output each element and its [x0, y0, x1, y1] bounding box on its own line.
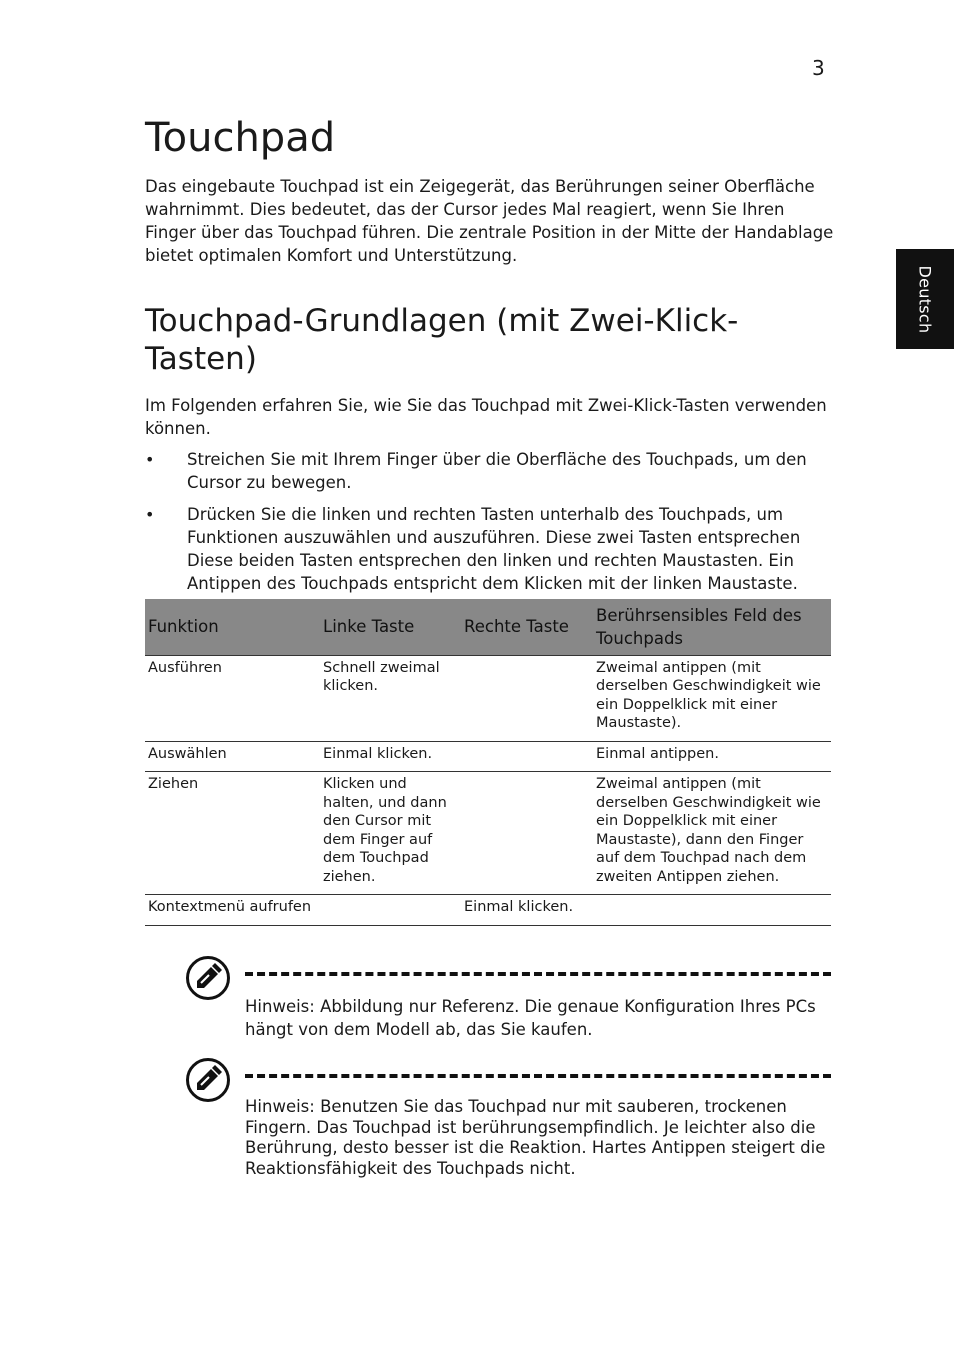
bullet-text: Drücken Sie die linken und rechten Tasten unterhalb des Touchpads, um Funktionen auszuwählen und auszuführen. Diese zwei Tasten entsprechen Diese beiden Tasten entsprechen den linken und rechten Maustasten. Ein Antippen des Touchpads entspricht dem Klicken mit der linken Maustaste.: [187, 505, 801, 593]
table-row: [145, 741, 831, 772]
bullet-text: Streichen Sie mit Ihrem Finger über die Oberfläche des Touchpads, um den Cursor zu bewegen.: [187, 450, 807, 492]
table-cell: [593, 895, 831, 926]
table-row: [145, 772, 831, 895]
table-cell: Kontextmenü aufrufen: [145, 895, 320, 926]
table-cell: Einmal antippen.: [593, 741, 831, 772]
note-box: [185, 1057, 835, 1187]
section-heading: Touchpad-Grundlagen (mit Zwei-Klick-Tasten): [145, 303, 739, 377]
bullet-icon: •: [145, 450, 155, 469]
note-icon: [185, 1057, 231, 1103]
note-box: [185, 955, 835, 1045]
table-cell: Zweimal antippen (mit derselben Geschwindigkeit wie ein Doppelklick mit einer Maustaste), dann den Finger auf dem Touchpad nach dem zweiten Antippen ziehen.: [593, 772, 831, 895]
table-header-row: [145, 599, 831, 655]
bullet-list: [145, 448, 835, 604]
table-cell: [461, 772, 593, 895]
table-cell: Einmal klicken.: [320, 741, 461, 772]
table-cell: Klicken und halten, und dann den Cursor mit dem Finger auf dem Touchpad ziehen.: [320, 772, 461, 895]
note-text: [245, 995, 831, 1041]
bullet-item: [145, 448, 835, 494]
bullet-item: [145, 503, 835, 595]
table-cell: Zweimal antippen (mit derselben Geschwindigkeit wie ein Doppelklick mit einer Maustaste).: [593, 655, 831, 741]
table-cell: Ziehen: [145, 772, 320, 895]
table-cell: [320, 895, 461, 926]
table-row: [145, 655, 831, 741]
language-tab: [896, 249, 954, 349]
table-cell: Einmal klicken.: [461, 895, 593, 926]
note-label: Hinweis:: [245, 1097, 315, 1116]
note-label: Hinweis:: [245, 997, 315, 1016]
table-header-cell: Berührsensibles Feld des Touchpads: [593, 599, 831, 655]
table-header-cell: Linke Taste: [320, 599, 461, 655]
table-cell: [461, 741, 593, 772]
table-row: [145, 895, 831, 926]
note-icon: [185, 955, 231, 1001]
section-lead: Im Folgenden erfahren Sie, wie Sie das Touchpad mit Zwei-Klick-Tasten verwenden können.: [145, 396, 827, 438]
bullet-icon: •: [145, 505, 155, 524]
table-cell: Schnell zweimal klicken.: [320, 655, 461, 741]
intro-paragraph: Das eingebaute Touchpad ist ein Zeigegerät, das Berührungen seiner Oberfläche wahrnimmt. Dies bedeutet, das der Cursor jedes Mal reagiert, wenn Sie Ihren Finger über das Touchpad führen. Die zentrale Position in der Mitte der Handablage bietet optimalen Komfort und Unterstützung.: [145, 177, 834, 265]
page-number: 3: [812, 56, 825, 80]
table-header-cell: Funktion: [145, 599, 320, 655]
page-title: Touchpad: [145, 115, 336, 161]
note-body: Abbildung nur Referenz. Die genaue Konfiguration Ihres PCs hängt von dem Modell ab, das Sie kaufen.: [245, 997, 816, 1039]
table-cell: [461, 655, 593, 741]
table-header-cell: Rechte Taste: [461, 599, 593, 655]
note-divider: [245, 972, 831, 976]
function-table: [145, 599, 831, 926]
language-tab-label: Deutsch: [915, 265, 935, 333]
note-divider: [245, 1074, 831, 1078]
note-text: [245, 1097, 831, 1179]
table-cell: Ausführen: [145, 655, 320, 741]
note-body: Benutzen Sie das Touchpad nur mit sauberen, trockenen Fingern. Das Touchpad ist berührungsempfindlich. Je leichter also die Berührung, desto besser ist die Reaktion. Hartes Antippen steigert die Reaktionsfähigkeit des Touchpads nicht.: [245, 1097, 826, 1178]
table-cell: Auswählen: [145, 741, 320, 772]
